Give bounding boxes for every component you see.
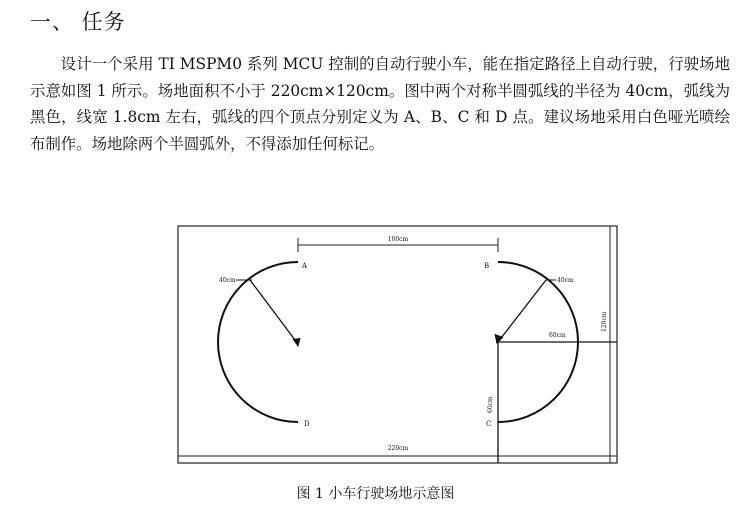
mid-horizontal-label: 60cm (549, 332, 566, 339)
track-diagram-svg (160, 218, 620, 470)
left-radius-label: 40cm (219, 277, 236, 284)
point-a-label: A (302, 262, 308, 270)
left-arc (218, 262, 298, 422)
task-paragraph: 设计一个采用 TI MSPM0 系列 MCU 控制的自动行驶小车，能在指定路径上自动行驶，行驶场地示意如图 1 所示。场地面积不小于 220cm×120cm。图中两个对称半圆弧线的半径为 40cm，弧线为黑色，线宽 1.8cm 左右，弧线的四个顶点分别定义为 A、B、C 和 D 点。建议场地采用白色哑光喷绘布制作。场地除两个半圆弧外，不得添加任何标记。 (30, 55, 730, 153)
field-boundary (178, 226, 617, 463)
right-radius-line (498, 280, 546, 342)
point-d-label: D (304, 420, 310, 428)
section-heading: 一、 任务 (30, 10, 126, 34)
height-dimension-label: 120cm (601, 311, 608, 332)
point-b-label: B (484, 262, 490, 270)
figure-caption: 图 1 小车行驶场地示意图 (296, 486, 455, 502)
top-dimension-label: 100cm (387, 236, 409, 243)
left-center-mark (293, 338, 300, 346)
track-diagram (160, 218, 620, 470)
vertical-dimension-label: 60cm (487, 396, 494, 413)
task-description (30, 51, 730, 157)
right-radius-label: 40cm (557, 277, 574, 284)
point-c-label: C (486, 420, 492, 428)
left-radius-line (250, 280, 298, 344)
bottom-dimension-label: 220cm (387, 445, 409, 452)
